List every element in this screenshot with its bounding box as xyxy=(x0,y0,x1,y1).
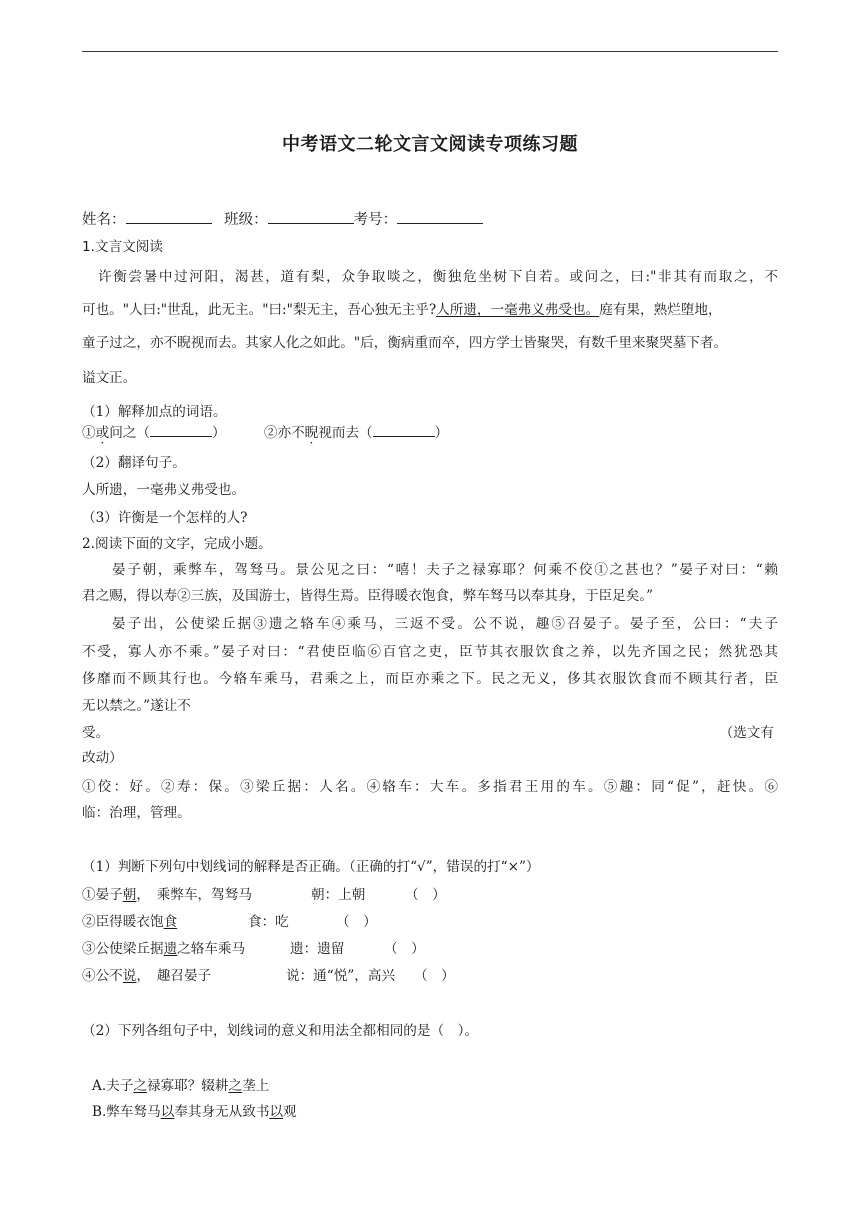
exam-label: 考号： xyxy=(353,212,398,228)
q1-sub1-items: ①或问之（ ） ②亦不睨视而去（ ） xyxy=(82,425,449,441)
q1-passage-line: 谥文正。 xyxy=(82,370,137,386)
q2-sub2: （2）下列各组句子中，划线词的意义和用法全都相同的是（ ）。 xyxy=(82,1023,479,1039)
class-label: 班级： xyxy=(224,212,268,228)
judge-item: ③公使梁丘据遗之辂车乘马 遗：遗留 （ ） xyxy=(82,937,245,957)
class-blank[interactable] xyxy=(268,212,354,224)
q2-passage-line: 晏子朝，乘弊车，驾驽马。景公见之曰：“嘻！夫子之禄寡耶？何乘不佼①之甚也？”晏子对曰：“赖 xyxy=(112,562,778,578)
q2-passage-line: 受。 xyxy=(82,725,110,741)
annotations: ①佼：好。②寿：保。③梁丘据：人名。④辂车：大车。多指君王用的车。⑤趣：同“促”，赶快。⑥ xyxy=(82,779,778,795)
dotted-word: 睨 xyxy=(304,425,319,441)
answer-paren[interactable]: （ ） xyxy=(336,914,377,930)
q2-passage-line: 君之赐，得以寿②三族，及国游士，皆得生焉。臣得暖衣饱食，弊车驽马以奉其身，于臣足矣。” xyxy=(82,588,654,604)
option-a[interactable]: A.夫子之禄寡耶？辍耕之垄上 xyxy=(92,1078,270,1094)
q2-sub1: （1）判断下列句中划线词的解释是否正确。（正确的打“√”，错误的打“×”） xyxy=(82,859,540,875)
q1-passage-line: 许衡尝暑中过河阳，渴甚，道有梨，众争取啖之，衡独危坐树下自若。或问之，曰:"非其有而取之，不 xyxy=(98,269,778,285)
q1-passage-line: 童子过之，亦不睨视而去。其家人化之如此。"后，衡病重而卒，四方学士皆聚哭，有数千里来聚哭墓下者。 xyxy=(82,335,728,351)
name-label: 姓名： xyxy=(82,212,126,228)
source-note-cont: 改动） xyxy=(82,750,123,766)
answer-blank[interactable] xyxy=(373,425,435,437)
q1-sub2-sentence: 人所遗，一毫弗义弗受也。 xyxy=(82,482,246,498)
q2-passage-line: 侈靡而不顾其行也。今辂车乘马，君乘之上，而臣亦乘之下。民之无义，侈其衣服饮食而不顾其行者，臣 xyxy=(82,671,778,687)
answer-paren[interactable]: （ ） xyxy=(405,887,446,903)
annotations-cont: 临：治理，管理。 xyxy=(82,805,191,821)
q1-passage-line: 可也。"人曰:"世乱，此无主。"曰:"梨无主，吾心独无主乎?人所遗，一毫弗义弗受也。庭有果，熟烂堕地， xyxy=(82,302,722,318)
q2-passage-line: 无以禁之。”遂让不 xyxy=(82,698,191,714)
answer-paren[interactable]: （ ） xyxy=(414,968,455,984)
judge-item: ①晏子朝， 乘弊车，驾驽马 朝：上朝 （ ） xyxy=(82,883,252,903)
q1-heading: 1.文言文阅读 xyxy=(82,239,163,255)
source-note: （选文有 xyxy=(719,725,774,741)
header-rule xyxy=(82,51,778,52)
answer-paren[interactable]: （ ） xyxy=(384,941,425,957)
answer-blank[interactable] xyxy=(150,425,212,437)
dotted-word: 或 xyxy=(95,425,110,441)
judge-item: ②臣得暖衣饱食 食：吃 （ ） xyxy=(82,910,177,930)
q1-sub2: （2）翻译句子。 xyxy=(82,455,186,471)
student-info-line xyxy=(82,208,483,229)
q1-underlined-sentence: 人所遗，一毫弗义弗受也。 xyxy=(436,302,600,318)
q1-sub3: （3）许衡是一个怎样的人? xyxy=(82,510,248,526)
page-title: 中考语文二轮文言文阅读专项练习题 xyxy=(282,134,578,155)
exam-blank[interactable] xyxy=(397,212,483,224)
q2-passage-line: 不受，寡人亦不乘。”晏子对曰：“君使臣临⑥百官之吏，臣节其衣服饮食之养，以先齐国之民；然犹恐其 xyxy=(82,644,778,660)
q1-sub1: （1）解释加点的词语。 xyxy=(82,404,227,420)
judge-item: ④公不说， 趣召晏子 说：通“悦”，高兴 （ ） xyxy=(82,964,211,984)
q2-passage-line: 晏子出，公使梁丘据③遗之辂车④乘马，三返不受。公不说，趣⑤召晏子。晏子至，公曰：“夫子 xyxy=(112,616,778,632)
name-blank[interactable] xyxy=(126,212,212,224)
q2-heading: 2.阅读下面的文字，完成小题。 xyxy=(82,536,272,552)
option-b[interactable]: B.弊车驽马以奉其身无从致书以观 xyxy=(92,1104,297,1120)
